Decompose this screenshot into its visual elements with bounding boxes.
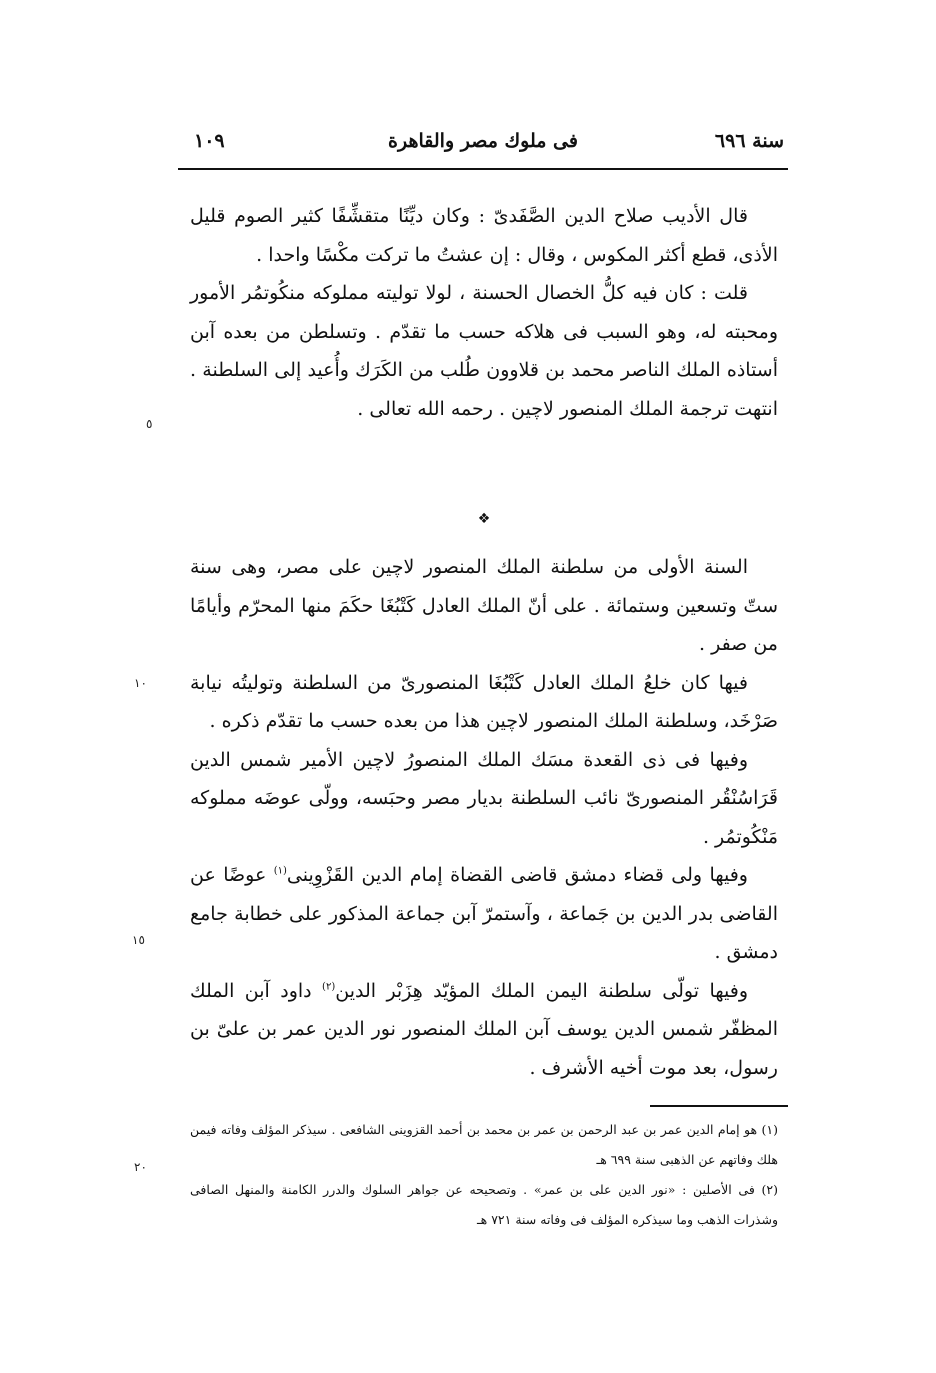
header-rule	[178, 168, 788, 170]
yemen-text-before: وفيها تولّى سلطنة اليمن الملك المؤيّد هِزَبْر الدين	[335, 979, 748, 1002]
footnotes	[190, 1115, 778, 1235]
footnote-1: (١) هو إمام الدين عمر بن عبد الرحمن بن عمر بن محمد بن أحمد القزوينى الشافعى . سيذكر المؤلف وفاته فيمن هلك وفاتهم عن الذهبى سنة ٦٩٩ هـ	[190, 1122, 778, 1167]
running-header	[178, 124, 788, 164]
header-year: سنة ٦٩٦	[714, 130, 784, 152]
footnote-2: (٢) فى الأصلين : «نور الدين على بن عمر» . وتصحيحه عن جواهر السلوك والدرر الكامنة والمنهل الصافى وشذرات الذهب وما سيذكره المؤلف فى وفاته سنة ٧٢١ هـ	[190, 1182, 778, 1227]
footnote-rule	[650, 1105, 788, 1107]
footnote-marker-1: (١)	[273, 865, 287, 877]
margin-line-number-20: ٢٠	[134, 1160, 147, 1174]
paragraph-yemen-sultanate	[190, 972, 778, 1088]
paragraph-safadi-quote: قال الأديب صلاح الدين الصَّفَدىّ : وكان ديِّنًا متقشِّفًا كثير الصوم قليل الأذى، قطع أكثر المكوس ، وقال : إن عشتُ ما تركت مكْسًا واحدا .	[190, 205, 778, 266]
margin-line-number-10: ١٠	[134, 676, 147, 690]
section-lachin-biography	[190, 197, 778, 428]
margin-line-number-15: ١٥	[132, 933, 145, 947]
margin-line-number-5: ٥	[146, 417, 153, 431]
page-number: ١٠٩	[194, 130, 225, 152]
section-ornament: ❖	[477, 511, 491, 527]
header-title: فى ملوك مصر والقاهرة	[388, 130, 578, 152]
yemen-text-after: داود آبن الملك المظفّر شمس الدين يوسف آبن الملك المنصور نور الدين عمر بن علىّ بن رسول، بعد موت أخيه الأشرف .	[190, 979, 778, 1079]
paragraph-qazwini	[190, 856, 778, 972]
qazwini-text-after: عوضًا عن القاضى بدر الدين بن جَماعة ، وآستمرّ آبن جماعة المذكور على خطابة جامع دمشق .	[190, 864, 778, 963]
paragraph-first-year: السنة الأولى من سلطنة الملك المنصور لاچين على مصر، وهى سنة ستّ وتسعين وستمائة . على أنّ الملك العادل كَتْبُغَا حكَمَ منها المحرّم وأيامًا من صفر .	[190, 556, 778, 655]
section-first-year	[190, 548, 778, 1087]
paragraph-author-note: قلت : كان فيه كلُّ الخصال الحسنة ، لولا توليته مملوكه منكُوتمُر الأمور ومحبته له، وهو السبب فى هلاكه حسب ما تقدّم . وتسلطن من بعده آبن أستاذه الملك الناصر محمد بن قلاوون طُلب من الكَرَك وأُعيد إلى السلطنة . انتهت ترجمة الملك المنصور لاچين . رحمه الله تعالى .	[190, 282, 778, 420]
paragraph-kitbugha-deposed: فيها كان خلعُ الملك العادل كَتْبُغَا المنصورىّ من السلطنة وتوليتُه نيابة صَرْخَد، وسلطنة الملك المنصور لاچين هذا من بعده حسب ما تقدّم ذكره .	[190, 671, 778, 732]
footnote-marker-2: (٢)	[322, 981, 336, 993]
paragraph-qarasunqur-arrest: وفيها فى ذى القعدة مسَك الملك المنصورُ لاچين الأمير شمس الدين قَرَاسُنْقُر المنصورىّ نائب السلطنة بديار مصر وحبَسه، وولّى عوضَه مملوكه مَنْكُوتمُر .	[190, 748, 778, 848]
qazwini-text-before: وفيها ولى قضاء دمشق قاضى القضاة إمام الدين القَزْوِينى	[286, 864, 748, 886]
